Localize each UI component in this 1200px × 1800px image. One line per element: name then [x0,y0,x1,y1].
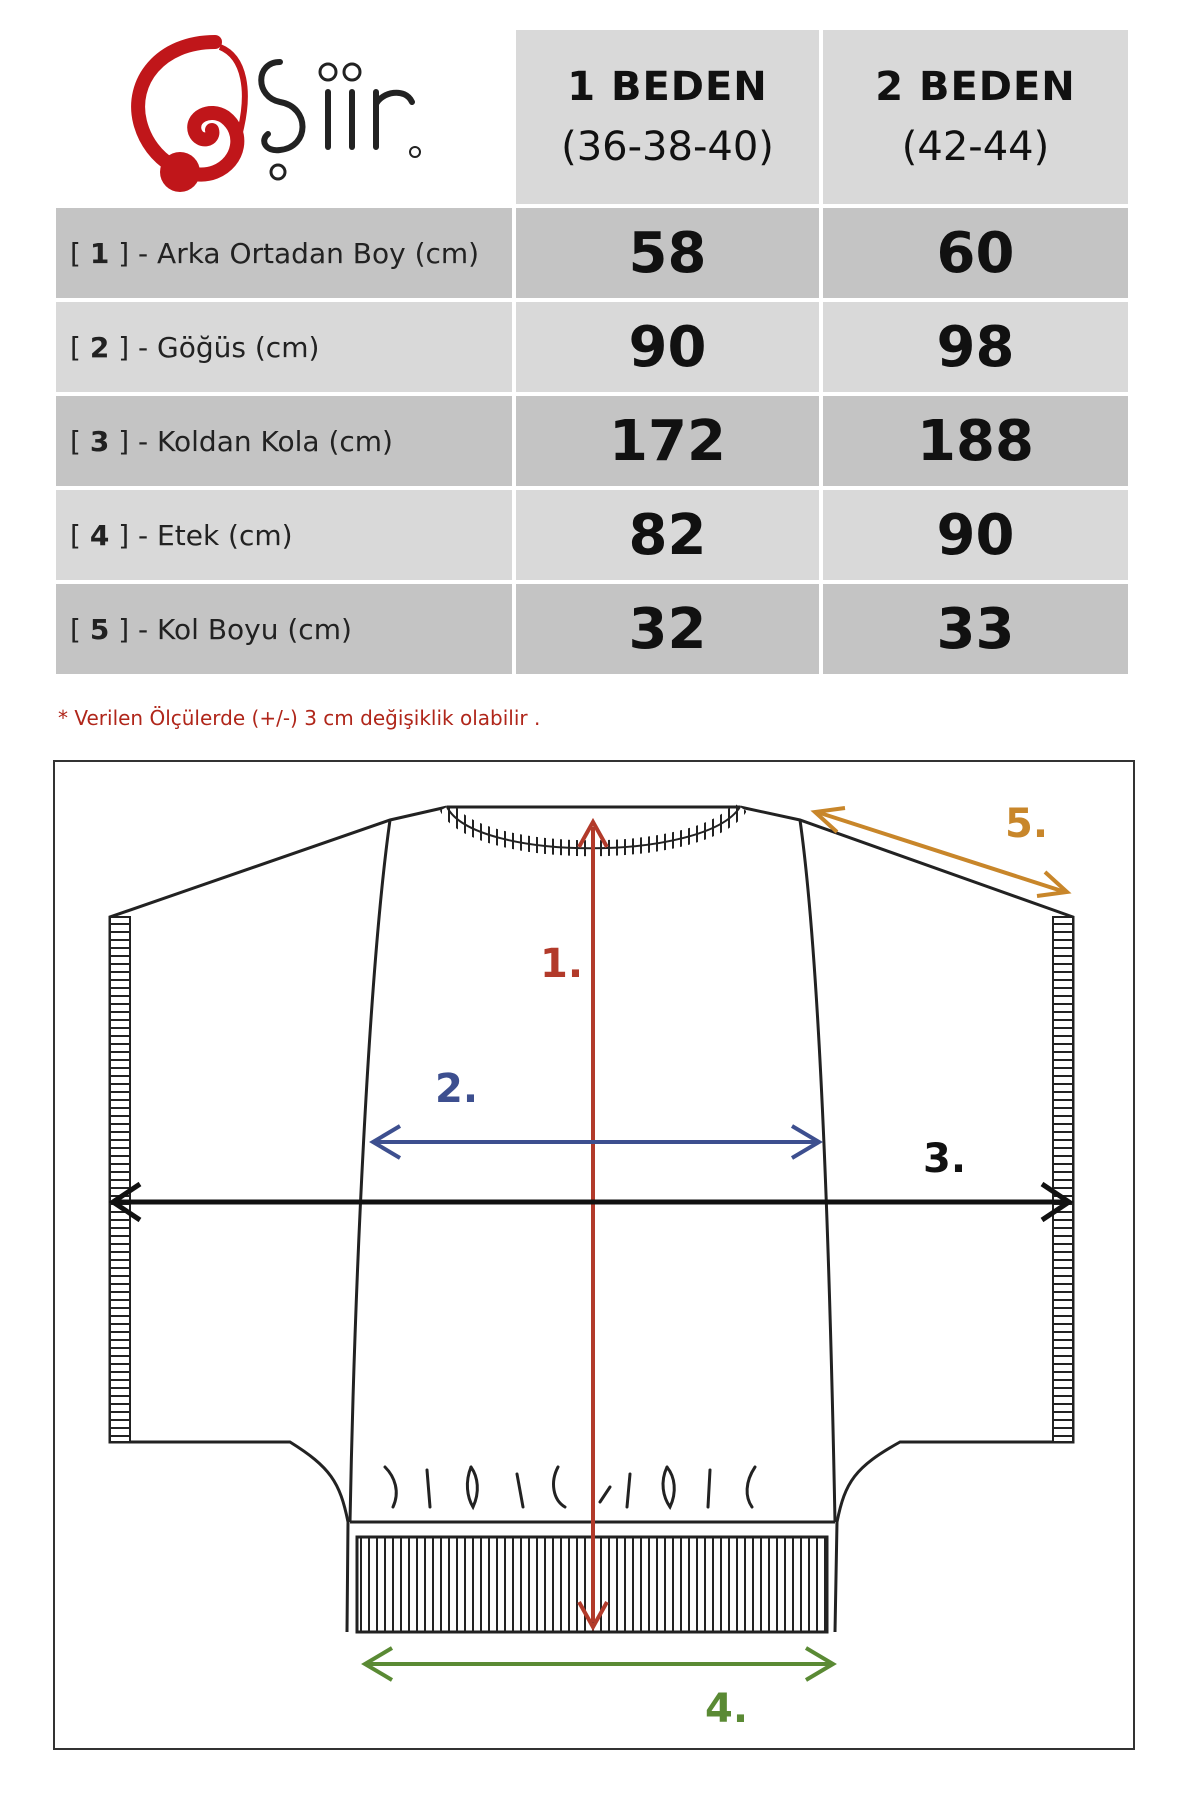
row-number: 4 [89,518,110,552]
table-row-label: [ 1 ] - Arka Ortadan Boy (cm) [56,208,512,298]
garment-drawing [55,762,1133,1748]
row-number: 1 [89,236,110,270]
column-subtitle: (42-44) [901,124,1050,170]
row-label-text: Etek (cm) [157,518,293,552]
table-cell-value: 172 [516,396,819,486]
column-title: 1 BEDEN [567,64,768,110]
logo-swirl-mark [138,42,245,192]
column-header-1 [516,30,819,204]
column-subtitle: (36-38-40) [561,124,774,170]
row-label-text: Kol Boyu (cm) [157,612,352,646]
measurement-1-arrow [579,822,607,1627]
measurement-4-arrow [365,1648,833,1680]
column-header-2 [823,30,1128,204]
table-row-label: [ 3 ] - Koldan Kola (cm) [56,396,512,486]
brand-logo [120,22,450,202]
row-label-text: Koldan Kola (cm) [157,424,393,458]
table-cell-value: 82 [516,490,819,580]
right-cuff-rib [1053,917,1073,1442]
table-cell-value: 58 [516,208,819,298]
logo-wordmark [261,62,420,179]
hem-gathers [385,1467,755,1507]
table-cell-value: 32 [516,584,819,674]
column-title: 2 BEDEN [875,64,1076,110]
measurement-1-label: 1. [540,941,584,987]
row-label-text: Arka Ortadan Boy (cm) [157,236,480,270]
table-row-label: [ 2 ] - Göğüs (cm) [56,302,512,392]
table-row-label: [ 5 ] - Kol Boyu (cm) [56,584,512,674]
row-number: 5 [89,612,110,646]
tolerance-note: * Verilen Ölçülerde (+/-) 3 cm değişiklik olabilir . [58,706,541,730]
measurement-5-label: 5. [1005,801,1049,847]
table-cell-value: 98 [823,302,1128,392]
row-number: 3 [89,424,110,458]
table-cell-value: 33 [823,584,1128,674]
table-row-label: [ 4 ] - Etek (cm) [56,490,512,580]
measurement-3-label: 3. [923,1136,967,1182]
row-label-text: Göğüs (cm) [157,330,320,364]
table-cell-value: 90 [516,302,819,392]
measurement-2-label: 2. [435,1066,479,1112]
row-number: 2 [89,330,110,364]
measurement-2-arrow [373,1126,819,1158]
table-cell-value: 90 [823,490,1128,580]
left-cuff-rib [110,917,130,1442]
table-cell-value: 60 [823,208,1128,298]
measurement-4-label: 4. [705,1686,749,1732]
garment-diagram [53,760,1135,1750]
table-cell-value: 188 [823,396,1128,486]
